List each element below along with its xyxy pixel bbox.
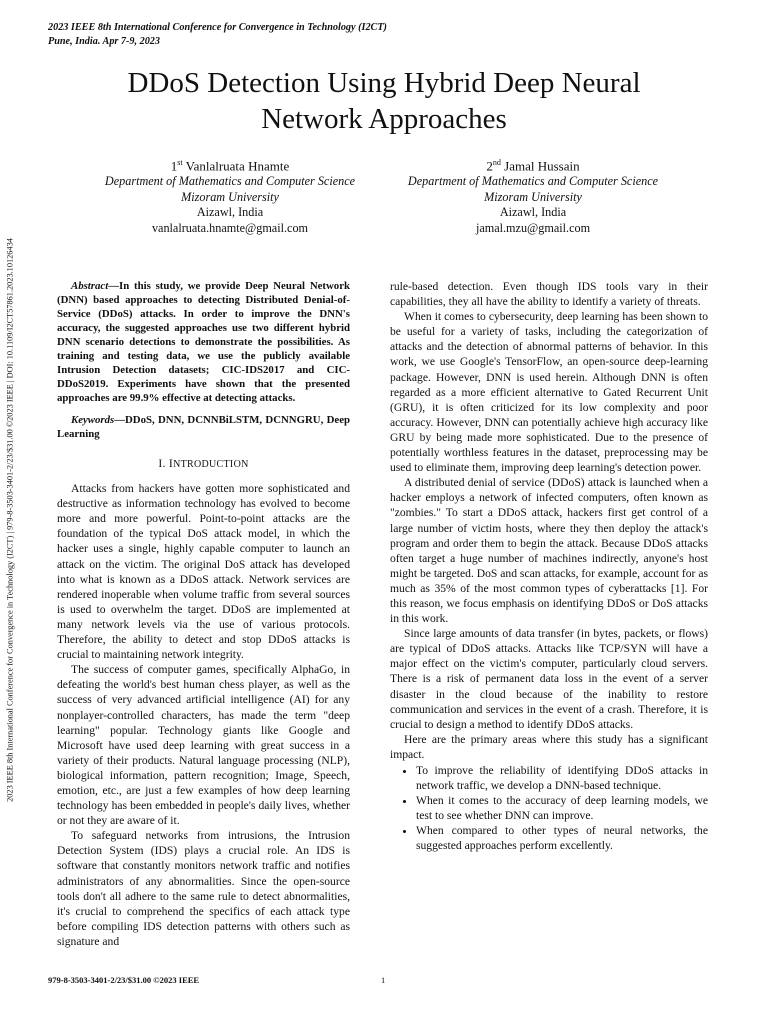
contribution-list <box>390 763 708 854</box>
paragraph: Attacks from hackers have gotten more sophisticated and destructive as information technology has evolved to become more and more powerful. Point-to-point attacks are the foundation of the typical DoS attack model, in which the hacker uses a single, highly capable computer to launch an attack on the victim. The original DoS attack has developed into what is known as a DDoS attack. Network services are rendered inoperable when volume traffic from several sources is used to overwhelm the target. DDoS are implemented at many network levels via the use of various protocols. Therefore, the ability to detect and stop DDoS attacks is crucial to maintaining network integrity. <box>57 482 350 662</box>
author-department: Department of Mathematics and Computer Science <box>104 173 356 188</box>
keywords-text: —DDoS, DNN, DCNNBiLSTM, DCNNGRU, Deep Learning <box>57 414 350 440</box>
title-line-1: DDoS Detection Using Hybrid Deep Neural <box>127 67 641 99</box>
doi-sidebar <box>2 160 18 880</box>
right-column <box>390 279 708 854</box>
author-location: Aizawl, India <box>499 205 567 220</box>
conference-header <box>48 21 387 49</box>
list-item: • When it comes to the accuracy of deep learning models, we test to see whether DNN can improve. <box>416 793 708 823</box>
paragraph: A distributed denial of service (DDoS) attack is launched when a hacker employs a network of infected computers, often known as "zombies." To start a DDoS attack, hackers first get control of a large number of victim hosts, where they then deploy the attack's program and order them to begin the attack. Because DDoS attacks often target a huge number of machines indirectly, anyone's host might be targeted. DoS and scan attacks, for example, account for as much as 35% of the most common types of cyberattacks [1]. For this reason, we focus emphasis on identifying DDoS or DoS attacks in this work. <box>390 476 708 626</box>
abstract <box>57 279 350 405</box>
author-block-2 <box>363 155 703 236</box>
title-line-2: Network Approaches <box>261 103 507 135</box>
author-location: Aizawl, India <box>196 205 264 220</box>
paragraph: Here are the primary areas where this study has a significant impact. <box>390 732 708 761</box>
page-number: 1 <box>381 975 386 985</box>
author-name: 1st Vanlalruata Hnamte <box>170 158 290 174</box>
abstract-text: —In this study, we provide Deep Neural Network (DNN) based approaches to detecting Distributed Denial-of-Service (DDoS) attacks. In order to improve the DNN's accuracy, the suggested approaches use two different hybrid DNN scenario detections to demonstrate the possibilities. As training and testing data, we use the publicly available Intrusion Detection datasets; CIC-IDS2017 and CIC-DDoS2019. Experiments have shown that the presented approaches are 99.9% effective at detecting attacks. <box>57 280 350 404</box>
author-block-1 <box>60 155 400 236</box>
author-department: Department of Mathematics and Computer Science <box>407 173 659 188</box>
conference-name: 2023 IEEE 8th International Conference for Convergence in Technology (I2CT) <box>48 22 387 33</box>
conference-location: Pune, India. Apr 7-9, 2023 <box>48 36 160 47</box>
author-university: Mizoram University <box>484 189 582 204</box>
paragraph: When it comes to cybersecurity, deep learning has been shown to be useful for a variety of tasks, including the categorization of attacks and the detection of abnormal patterns of behavior. In this work, we use Google's TensorFlow, an open-source deep-learning package. However, DNN is used herein. Although DNN is often regarded as a more efficient alternative to Gated Recurrent Unit (GRU), it is often criticized for its low complexity and poor accuracy. However, DNN can potentially achieve high accuracy like GRU by being made more sophisticated. Due to the presence of potentially worthless features in the dataset, preprocessing may be used to eliminate them, improving deep learning's detection power. <box>390 310 708 475</box>
paper-title <box>0 65 768 137</box>
paragraph: To safeguard networks from intrusions, the Intrusion Detection System (IDS) plays a crucial role. An IDS is software that constantly monitors network traffic and notifies administrators of any abnormalities. Since the open-source tools don't all adhere to the same rule to detect abnormalities, it's crucial to comprehend the specifics of each attack type before compiling IDS detection patterns with others such as signature and <box>57 829 350 948</box>
section-heading-introduction: I. INTRODUCTION <box>158 457 249 470</box>
abstract-label: Abstract <box>71 280 109 292</box>
copyright-footer: 979-8-3503-3401-2/23/$31.00 ©2023 IEEE <box>48 975 200 985</box>
list-item: • When compared to other types of neural networks, the suggested approaches perform excellently. <box>416 823 708 853</box>
keywords-label: Keywords <box>71 414 115 426</box>
list-item: • To improve the reliability of identifying DDoS attacks in network traffic, we develop a DNN-based technique. <box>416 763 708 793</box>
left-column <box>57 279 350 949</box>
author-university: Mizoram University <box>181 189 279 204</box>
author-name: 2nd Jamal Hussain <box>486 158 580 174</box>
paragraph: The success of computer games, specifically AlphaGo, in defeating the world's best human chess player, as well as the success of very advanced artificial intelligence (AI) for any nonplayer-controlled characters, has made the term "deep learning" popular. Technology giants like Google and Microsoft have used deep learning with great success in a variety of their products. Natural language processing (NLP), biological information, pattern recognition; Image, Speech, emotion, etc., are just a few examples of how deep learning technology has been embedded in people's daily lives, whether or not they are aware of it. <box>57 663 350 828</box>
doi-sidebar-text: 2023 IEEE 8th International Conference for Convergence in Technology (I2CT) | 979-8-3503-3401-2/23/$31.00 ©2023 IEEE | DOI: 10.1109/I2CT57861.2023.10126434 <box>5 238 15 802</box>
paragraph: Since large amounts of data transfer (in bytes, packets, or flows) are typical of DDoS attacks. Attacks like TCP/SYN will have a major effect on the victim's computer, particularly cloud servers. There is a risk of permanent data loss in the event of a server disaster in the cloud because of the inability to restore communication and services in the event of a crash. Therefore, it is crucial to design a method to identify DDoS attacks. <box>390 627 708 731</box>
keywords <box>57 413 350 441</box>
author-email: vanlalruata.hnamte@gmail.com <box>151 220 309 235</box>
author-email: jamal.mzu@gmail.com <box>475 220 591 235</box>
paragraph: rule-based detection. Even though IDS tools vary in their capabilities, they all have the ability to identify a variety of threats. <box>390 280 708 309</box>
